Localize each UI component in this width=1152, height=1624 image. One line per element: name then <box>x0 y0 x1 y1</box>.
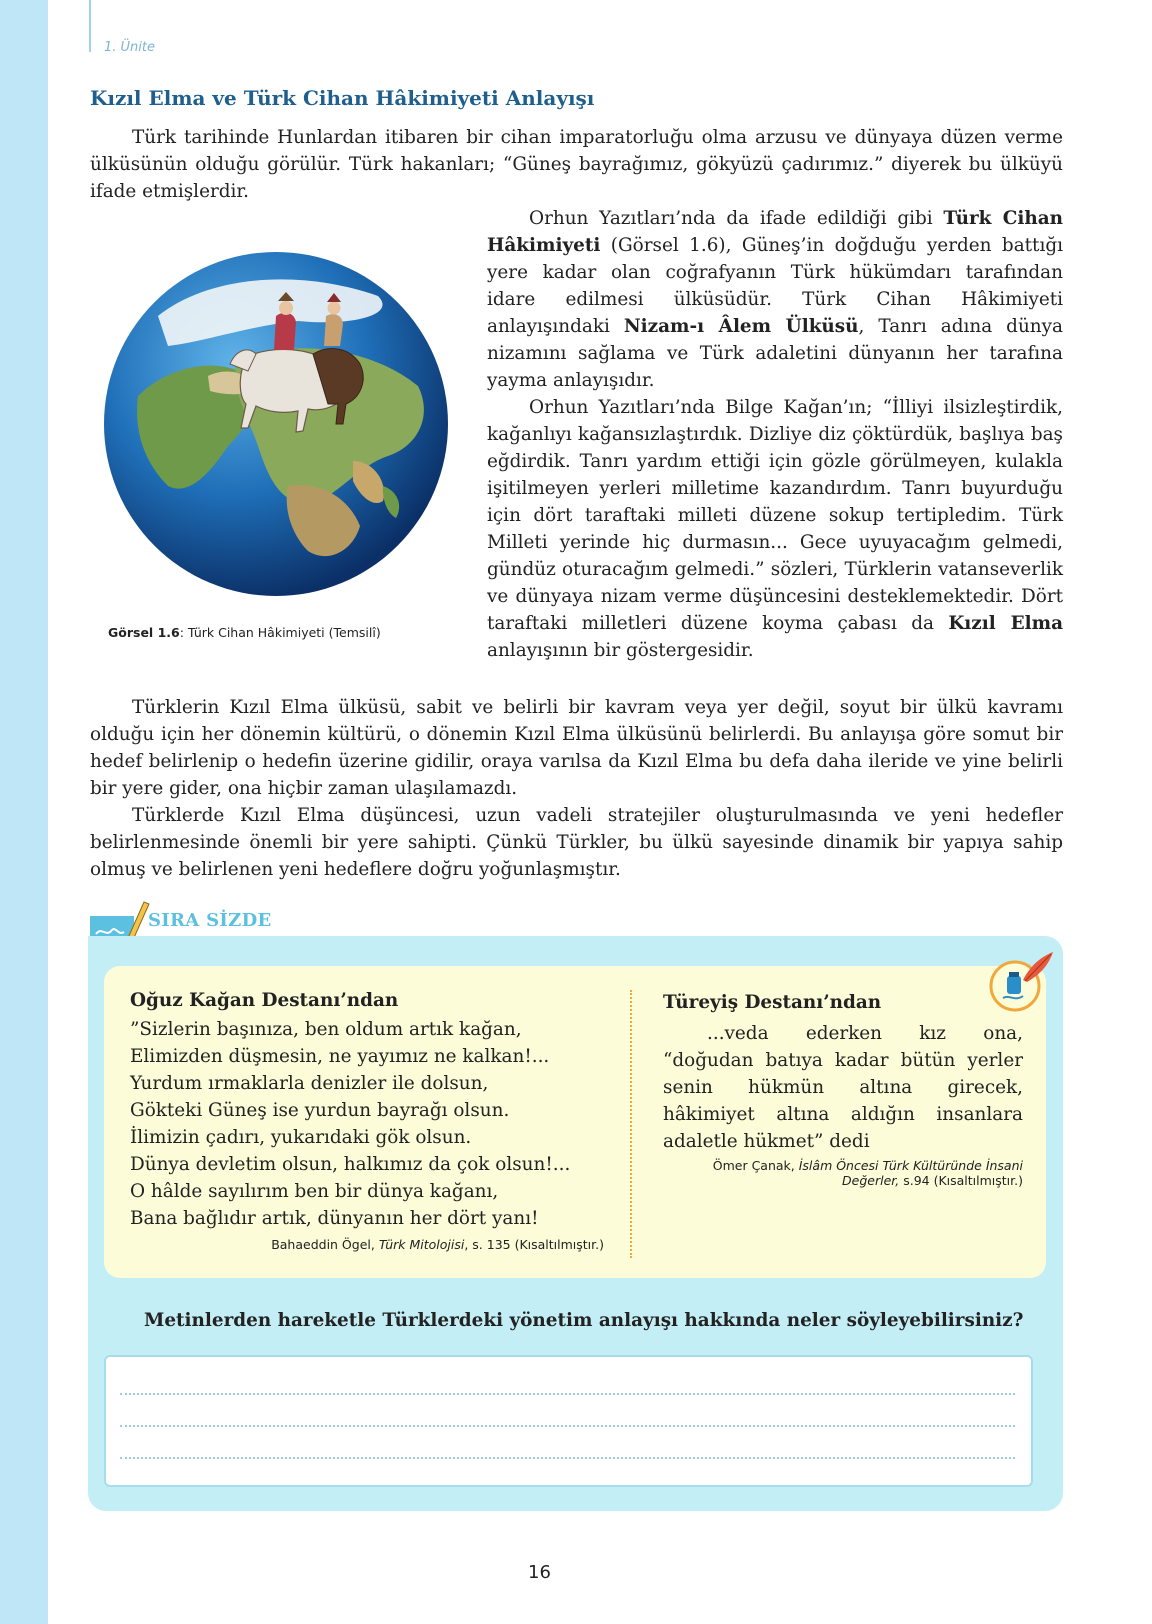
figure-caption <box>108 625 381 640</box>
p2-bold-turk-cihan: Türk Cihan Hâkimiyeti <box>487 208 1063 256</box>
p2-text-a: Orhun Yazıtları’nda da ifade edildiği gibi <box>529 208 944 229</box>
caption-label: Görsel 1.6 <box>108 625 180 640</box>
answer-box[interactable] <box>104 1355 1033 1487</box>
paragraph-3 <box>487 394 1063 664</box>
p3-text-a: Orhun Yazıtları’nda Bilge Kağan’ın; “İlliyi ilsizleştirdik, kağanlıyı kağansızlaştırdık. Dizliye diz çöktürdük, başlıya baş eğdirdik. Tanrı yardım ettiği için gözle görülmeyen, kulakla işitilmeyen yerleri milletime kazandırdım. Tanrı buyurduğu için dört taraftaki milleti düzene sokup tertipledim. Türk Milleti yerinde hiç durmasın... Gece uyuyacağım gelmedi, gündüz oturacağım gelmedi.” sözleri, Türklerin vatanseverlik ve dünyaya nizam verme düşüncesini desteklemektedir. Dört taraftaki milletleri düzene koyma çabası da <box>487 397 1063 634</box>
right-source-author: Ömer Çanak, <box>712 1158 799 1173</box>
unit-label: 1. Ünite <box>104 40 155 55</box>
poem-line: Elimizden düşmesin, ne yayımız ne kalkan!... <box>130 1046 550 1067</box>
poem-line: İlimizin çadırı, yukarıdaki gök olsun. <box>130 1127 472 1148</box>
poem-line: Gökteki Güneş ise yurdun bayrağı olsun. <box>130 1100 510 1121</box>
poem-line: ”Sizlerin başınıza, ben oldum artık kağan, <box>130 1019 522 1040</box>
right-source-rest: s.94 (Kısaltılmıştır.) <box>899 1173 1023 1188</box>
column-divider <box>630 990 632 1258</box>
left-source-title: Türk Mitolojisi <box>378 1237 465 1252</box>
paragraph-4-block <box>90 694 1063 883</box>
question-text: Metinlerden hareketle Türklerdeki yönetim anlayışı hakkında neler söyleyebilirsiniz? <box>144 1310 1024 1331</box>
p2-text-e: , Tanrı adına dünya nizamını sağlama ve Türk adaletini dünyanın her tarafına yayma anlayışıdır. <box>487 316 1063 391</box>
globe-figure <box>98 246 454 602</box>
poem-line: Dünya devletim olsun, halkımız da çok olsun!... <box>130 1154 571 1175</box>
paragraph-5: Türklerde Kızıl Elma düşüncesi, uzun vadeli stratejiler oluşturulmasında ve yeni hedefler belirlenmesinde önemli bir yere sahipti. Çünkü Türkler, bu ülkü sayesinde dinamik bir yapıya sahip olmuş ve belirlenen yeni hedeflere doğru yoğunlaşmıştır. <box>90 805 1063 880</box>
section-title: Kızıl Elma ve Türk Cihan Hâkimiyeti Anlayışı <box>90 86 595 110</box>
poem-line: O hâlde sayılırım ben bir dünya kağanı, <box>130 1181 499 1202</box>
answer-line <box>120 1457 1015 1459</box>
paragraph-2 <box>487 205 1063 394</box>
header-line <box>89 0 91 52</box>
p2-bold-nizam: Nizam-ı Âlem Ülküsü <box>623 316 859 337</box>
poem-line: Bana bağlıdır artık, dünyanın her dört yanı! <box>130 1208 539 1229</box>
p2-text-c: (Görsel 1.6), Güneş’in doğduğu yerden battığı yere kadar olan coğrafyanın Türk hükümdarı tarafından idare edilmesi ülküsüdür. Türk Cihan Hâkimiyeti anlayışındaki <box>487 235 1063 337</box>
right-text: ...veda ederken kız ona, “doğudan batıya kadar bütün yerler senin hükmün altına girecek, hâkimiyet altına aldığın insanlara adaletle hükmet” dedi <box>663 1023 1023 1152</box>
answer-line <box>120 1425 1015 1427</box>
left-source <box>200 1237 604 1252</box>
side-strip <box>0 0 48 1624</box>
p3-text-c: anlayışının bir göstergesidir. <box>487 640 754 661</box>
left-poem <box>130 1016 610 1232</box>
activity-label: SIRA SİZDE <box>148 910 272 931</box>
left-source-author: Bahaeddin Ögel, <box>271 1237 379 1252</box>
right-source-title: İslâm Öncesi Türk Kültüründe İnsani Değerler, <box>798 1158 1023 1188</box>
quill-ink-icon <box>985 950 1055 1012</box>
paragraph-1: Türk tarihinde Hunlardan itibaren bir cihan imparatorluğu olma arzusu ve dünyaya düzen verme ülküsünün olduğu görülür. Türk hakanları; “Güneş bayrağımız, gökyüzü çadırımız.” diyerek bu ülküyü ifade etmişlerdir. <box>90 127 1063 202</box>
page-number: 16 <box>528 1562 551 1583</box>
poem-line: Yurdum ırmaklarla denizler ile dolsun, <box>130 1073 489 1094</box>
left-source-rest: , s. 135 (Kısaltılmıştır.) <box>464 1237 604 1252</box>
right-poem-title: Türeyiş Destanı’ndan <box>663 992 882 1013</box>
p3-bold-kizil-elma: Kızıl Elma <box>948 613 1064 634</box>
right-source <box>660 1158 1023 1188</box>
left-poem-title: Oğuz Kağan Destanı’ndan <box>130 990 399 1011</box>
answer-line <box>120 1393 1015 1395</box>
paragraph-2-block <box>487 205 1063 664</box>
paragraph-4: Türklerin Kızıl Elma ülküsü, sabit ve belirli bir kavram veya yer değil, soyut bir ülkü kavramı olduğu için her dönemin kültürü, o dönemin Kızıl Elma ülküsünü belirlerdi. Bu anlayışa göre somut bir hedef belirlenip o hedefin üzerine gidilir, oraya varılsa da Kızıl Elma bu defa daha ileride ve yine belirli bir yere gider, ona hiçbir zaman ulaşılamazdı. <box>90 697 1063 799</box>
caption-text: : Türk Cihan Hâkimiyeti (Temsilî) <box>179 625 381 640</box>
